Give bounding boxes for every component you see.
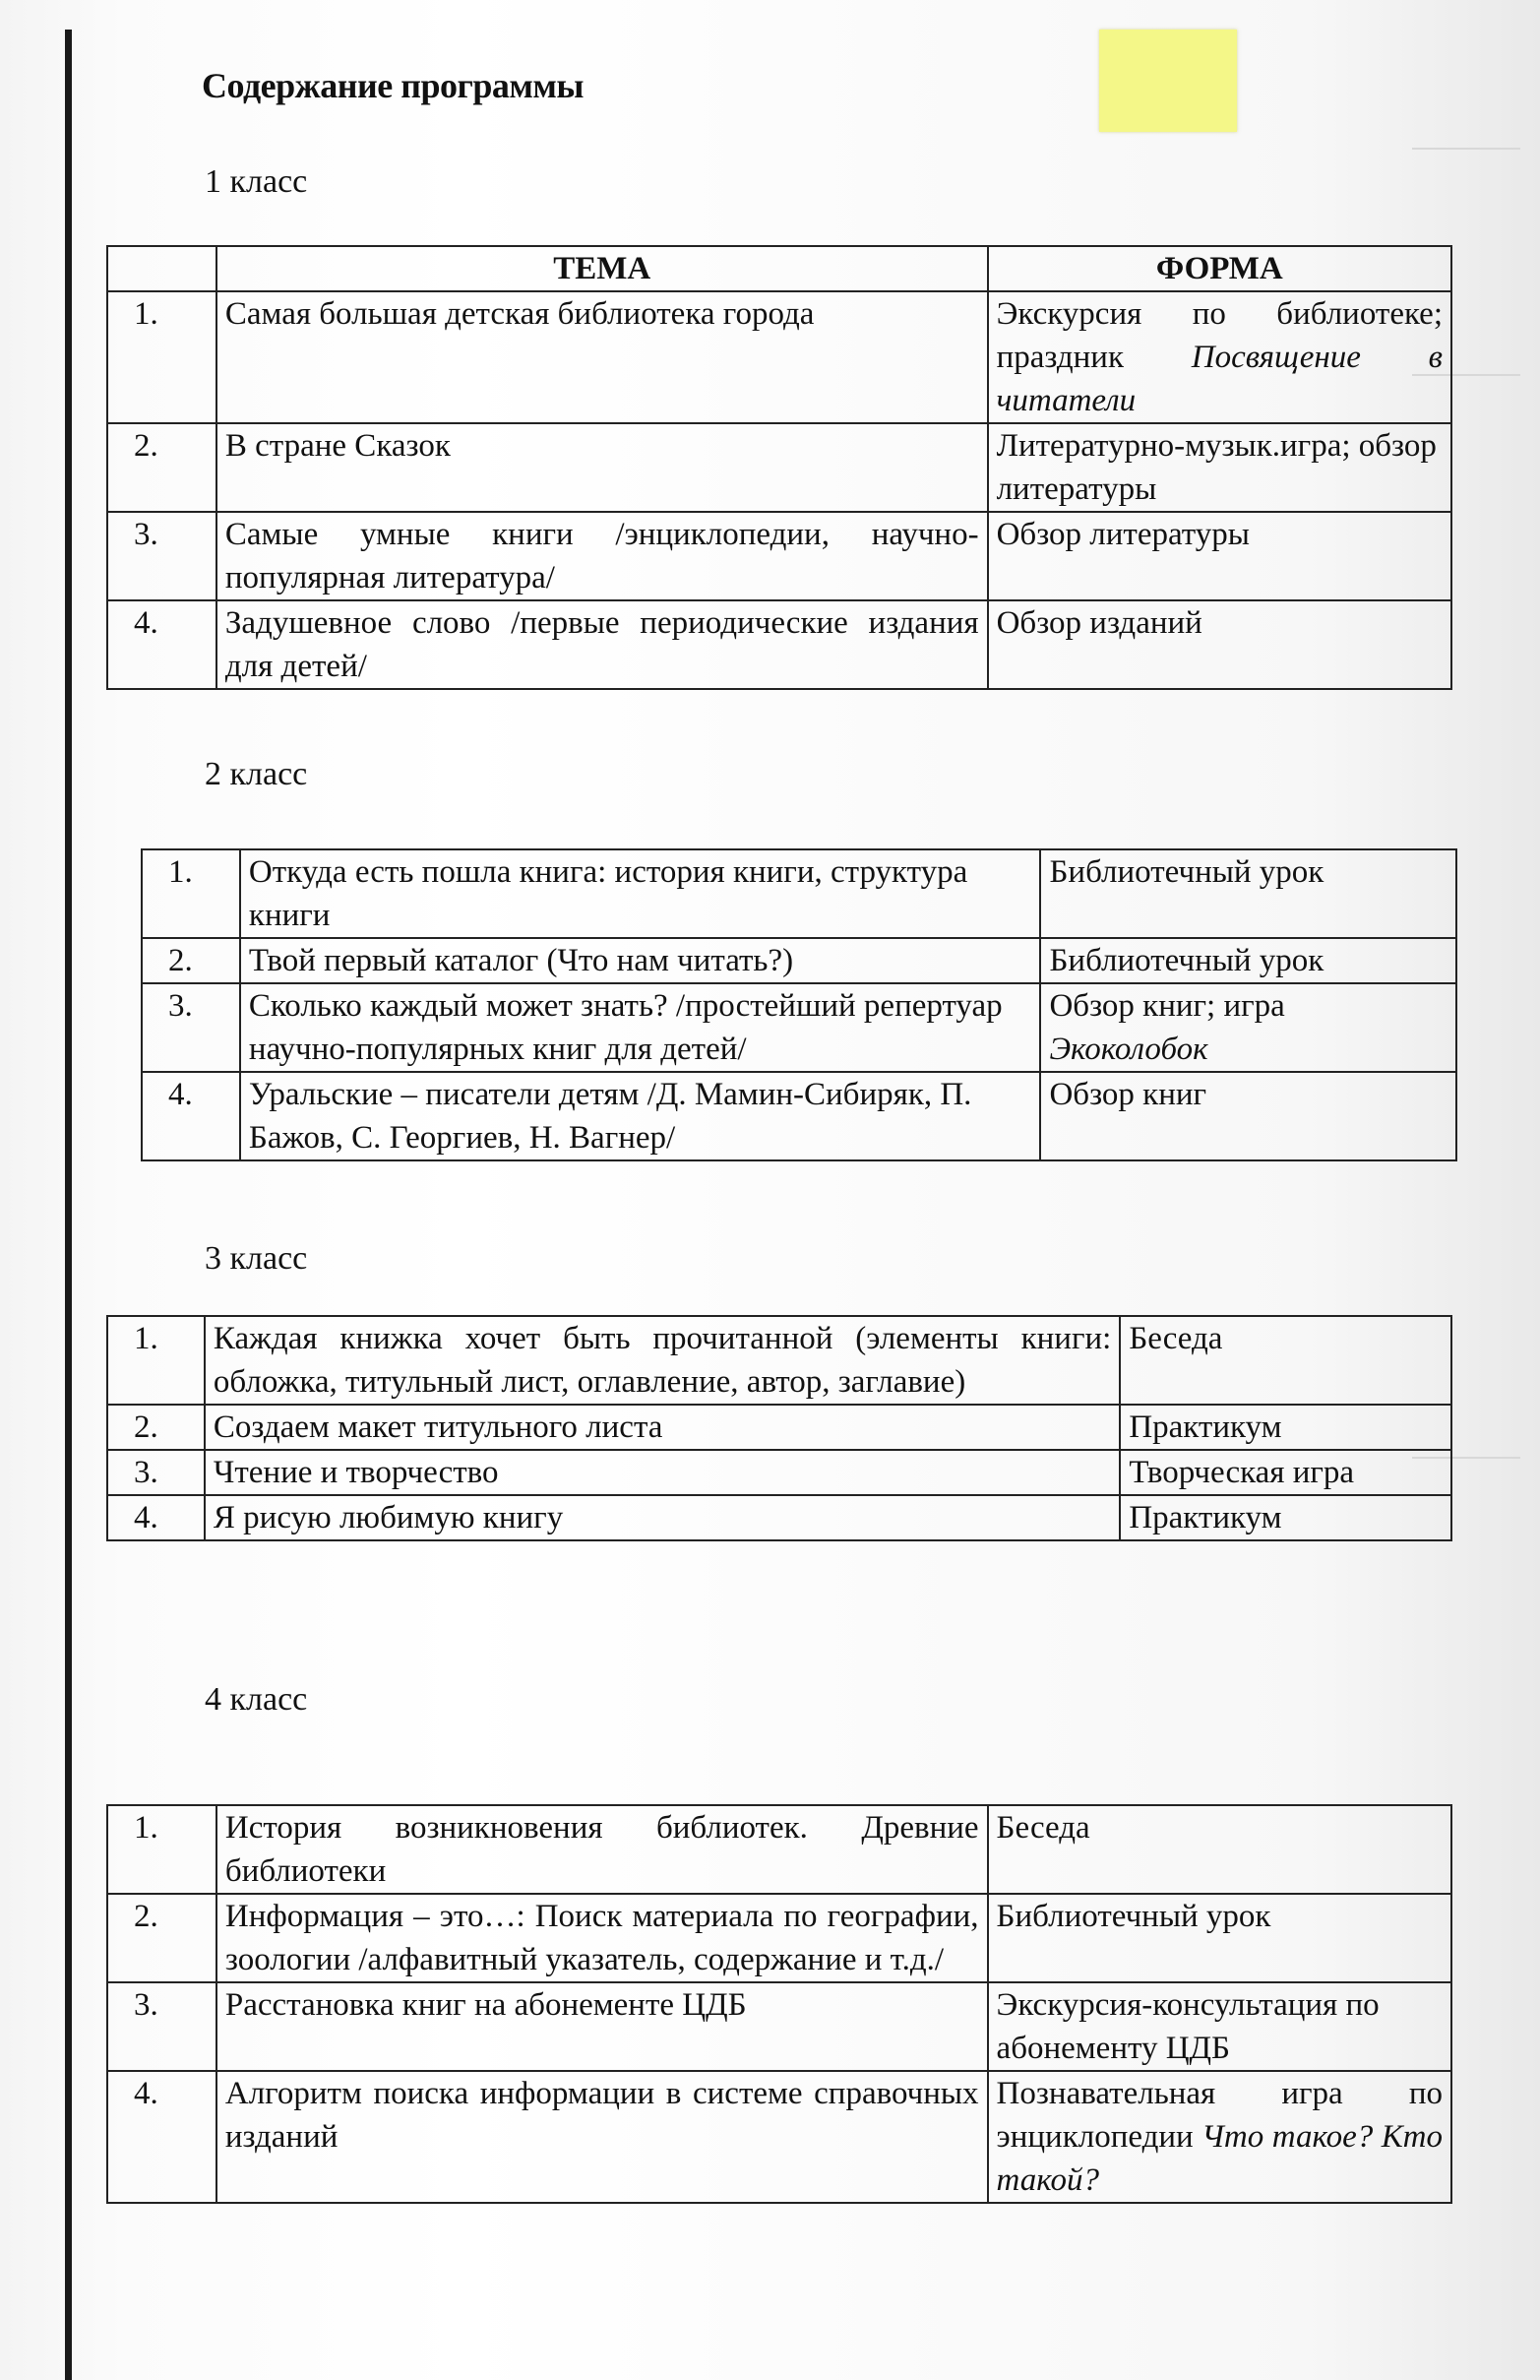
row-form: Беседа [988, 1805, 1451, 1894]
row-number: 3. [107, 512, 216, 600]
table-row [142, 983, 1456, 1072]
row-form: Практикум [1120, 1405, 1451, 1450]
row-form [1040, 983, 1456, 1072]
row-number: 1. [107, 1316, 205, 1405]
table-row [107, 1405, 1451, 1450]
grade-2-table [141, 848, 1457, 1161]
table-header-row [107, 246, 1451, 291]
row-form: Обзор литературы [988, 512, 1451, 600]
row-topic: Создаем макет титульного листа [205, 1405, 1120, 1450]
row-number: 1. [142, 849, 240, 938]
sticky-note [1099, 30, 1237, 132]
row-number: 4. [107, 1495, 205, 1540]
row-number: 4. [142, 1072, 240, 1160]
table-row [142, 1072, 1456, 1160]
row-topic: Информация – это…: Поиск материала по географии, зоологии /алфавитный указатель, содержание и т.д./ [216, 1894, 988, 1982]
page-binding-edge [65, 30, 72, 2380]
row-number: 3. [107, 1982, 216, 2071]
table-row [107, 1982, 1451, 2071]
row-form: Экскурсия-консультация по абонементу ЦДБ [988, 1982, 1451, 2071]
row-form-text: Познавательная игра по энциклопедии [996, 2076, 1443, 2155]
table-row [142, 938, 1456, 983]
row-topic: Задушевное слово /первые периодические издания для детей/ [216, 600, 988, 689]
row-topic: Алгоритм поиска информации в системе справочных изданий [216, 2071, 988, 2203]
row-form: Библиотечный урок [988, 1894, 1451, 1982]
row-form-italic: Что такое? Кто такой? [996, 2119, 1444, 2198]
row-number: 2. [107, 1405, 205, 1450]
row-form-text: Экскурсия по библиотеке; праздник [996, 296, 1443, 375]
table-row [107, 1805, 1451, 1894]
row-topic: История возникновения библиотек. Древние библиотеки [216, 1805, 988, 1894]
row-form-text: Обзор книг; игра [1049, 988, 1285, 1024]
row-number: 3. [142, 983, 240, 1072]
table-row [107, 1495, 1451, 1540]
row-form: Творческая игра [1120, 1450, 1451, 1495]
grade-2-label: 2 класс [205, 756, 308, 792]
row-form-italic: Экоколобок [1049, 1032, 1208, 1067]
row-form-italic: Посвящение в читатели [996, 340, 1444, 418]
grade-4-label: 4 класс [205, 1681, 308, 1718]
row-topic: Сколько каждый может знать? /простейший репертуар научно-популярных книг для детей/ [240, 983, 1041, 1072]
row-form: Практикум [1120, 1495, 1451, 1540]
table-row [107, 1316, 1451, 1405]
row-number: 4. [107, 600, 216, 689]
header-topic: ТЕМА [216, 246, 988, 291]
grade-4-table [106, 1804, 1452, 2204]
row-topic: Расстановка книг на абонементе ЦДБ [216, 1982, 988, 2071]
row-form [988, 2071, 1451, 2203]
grade-3-table [106, 1315, 1452, 1541]
row-topic: Твой первый каталог (Что нам читать?) [240, 938, 1041, 983]
table-row [107, 2071, 1451, 2203]
row-topic: Самые умные книги /энциклопедии, научно-популярная литература/ [216, 512, 988, 600]
row-form: Библиотечный урок [1040, 938, 1456, 983]
row-topic: В стране Сказок [216, 423, 988, 512]
grade-1-table [106, 245, 1452, 690]
row-number: 3. [107, 1450, 205, 1495]
table-row [107, 291, 1451, 423]
table-row [107, 1894, 1451, 1982]
table-row [107, 512, 1451, 600]
row-topic: Откуда есть пошла книга: история книги, структура книги [240, 849, 1041, 938]
row-number: 2. [107, 1894, 216, 1982]
table-row [107, 600, 1451, 689]
page-title: Содержание программы [202, 66, 585, 105]
row-number: 4. [107, 2071, 216, 2203]
row-topic: Самая большая детская библиотека города [216, 291, 988, 423]
table-row [142, 849, 1456, 938]
row-topic: Уральские – писатели детям /Д. Мамин-Сибиряк, П. Бажов, С. Георгиев, Н. Вагнер/ [240, 1072, 1041, 1160]
header-number-cell [107, 246, 216, 291]
row-topic: Чтение и творчество [205, 1450, 1120, 1495]
header-form: ФОРМА [988, 246, 1451, 291]
row-form [988, 291, 1451, 423]
table-row [107, 423, 1451, 512]
row-form: Библиотечный урок [1040, 849, 1456, 938]
row-number: 2. [107, 423, 216, 512]
row-form: Обзор изданий [988, 600, 1451, 689]
grade-3-label: 3 класс [205, 1240, 308, 1277]
row-number: 1. [107, 1805, 216, 1894]
table-row [107, 1450, 1451, 1495]
row-number: 1. [107, 291, 216, 423]
row-form: Литературно-музык.игра; обзор литературы [988, 423, 1451, 512]
row-form: Обзор книг [1040, 1072, 1456, 1160]
bleed-through-line [1412, 148, 1520, 150]
row-topic: Каждая книжка хочет быть прочитанной (элементы книги: обложка, титульный лист, оглавление, автор, заглавие) [205, 1316, 1120, 1405]
grade-1-label: 1 класс [205, 163, 308, 200]
row-topic: Я рисую любимую книгу [205, 1495, 1120, 1540]
row-form: Беседа [1120, 1316, 1451, 1405]
row-number: 2. [142, 938, 240, 983]
